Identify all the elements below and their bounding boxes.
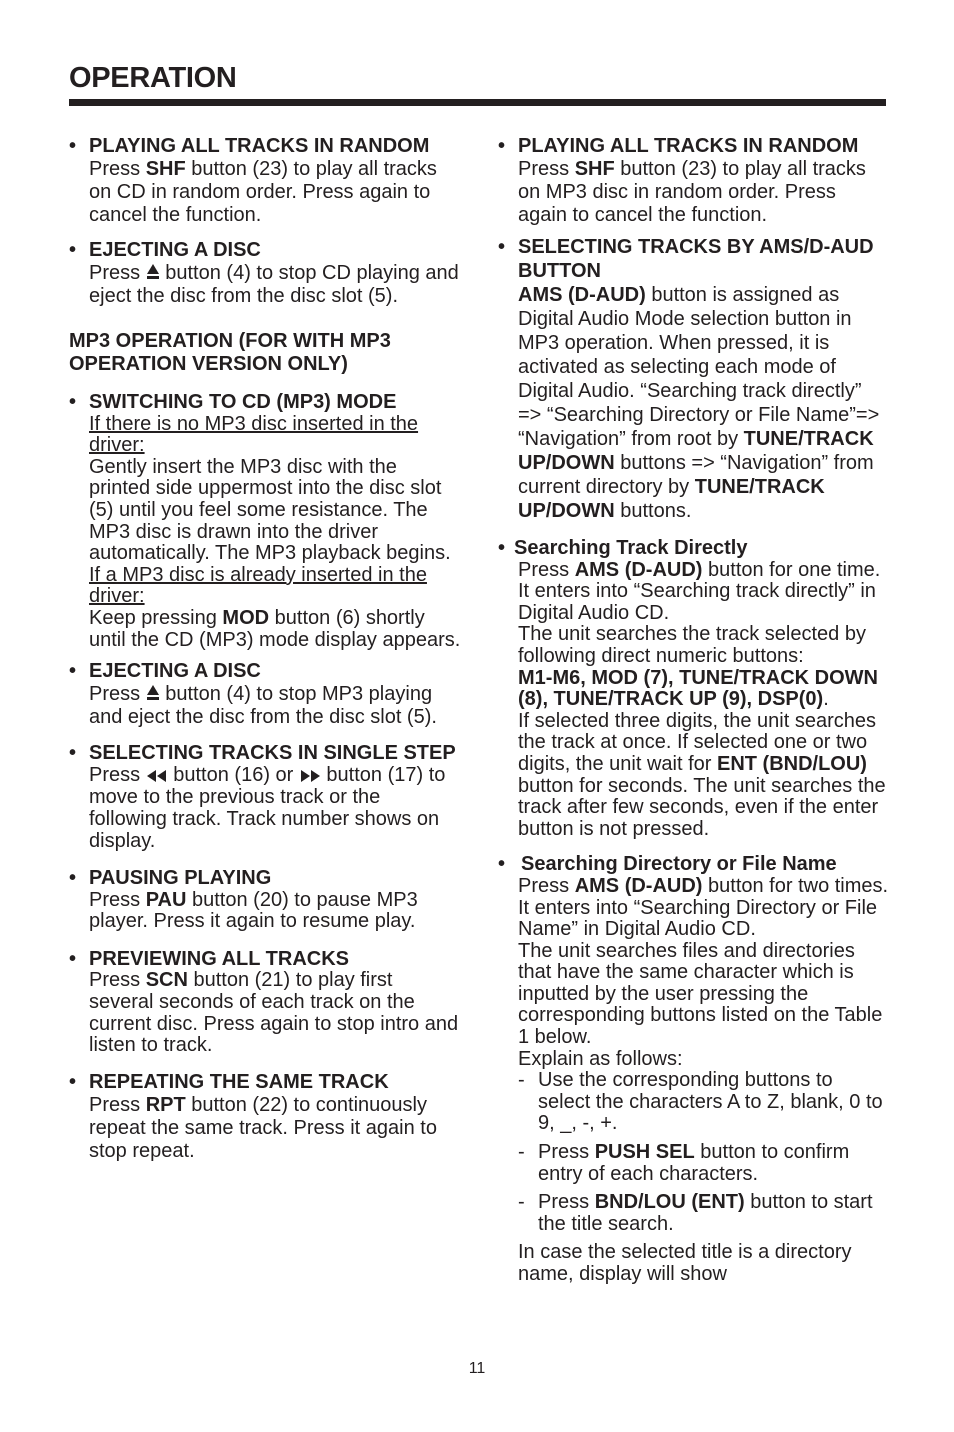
section-heading: REPEATING THE SAME TRACK — [89, 1070, 389, 1093]
list-item: - Press PUSH SEL button to confirm entry of each characters. — [518, 1141, 850, 1185]
bullet: • — [69, 135, 77, 157]
switch-mode-section: • SWITCHING TO CD (MP3) MODE If there is no MP3 disc inserted in the driver: Gently insert the MP3 disc with the printed side uppermost into the disc slot (5) until you feel some resistance. The MP3 disc is drawn into the driver automatically. The MP3 playback begins. If a MP3 disc is already inserted in the driver: Keep pressing MOD button (6) shortly until the CD (MP3) mode display appears. — [69, 391, 461, 651]
section-heading: Searching Track Directly — [514, 537, 748, 559]
section-heading: EJECTING A DISC — [89, 660, 261, 683]
eject-mp3-section: • EJECTING A DISC Press button (4) to stop MP3 playing and eject the disc from the disc slot (5). — [69, 660, 461, 729]
key-label: SCN — [145, 969, 188, 992]
section-heading: PAUSING PLAYING — [89, 867, 272, 890]
list-item: - Press BND/LOU (ENT) button to start the title search. — [518, 1191, 873, 1235]
eject-icon — [147, 685, 159, 701]
page-title: OPERATION — [69, 62, 237, 94]
list-item: - Use the corresponding buttons to select the characters A to Z, blank, 0 to 9, _, -, +. — [518, 1069, 883, 1135]
repeat-section: • REPEATING THE SAME TRACK Press RPT button (22) to continuously repeat the same track. Press it again to stop repeat. — [69, 1071, 461, 1163]
condition-text: If there is no MP3 disc inserted in the driver: — [89, 412, 419, 457]
bullet: • — [498, 853, 506, 876]
section-heading: Searching Directory or File Name — [521, 853, 837, 876]
condition-text: If a MP3 disc is already inserted in the driver: — [89, 563, 427, 608]
paragraph: Gently insert the MP3 disc with the printed side uppermost into the disc slot (5) until you feel some resistance. The MP3 disc is drawn into the driver automatically. The MP3 playback begins. — [89, 455, 451, 565]
key-label: M1-M6, MOD (7), TUNE/TRACK DOWN (8), TUNE/TRACK UP (9), DSP(0) — [518, 666, 878, 711]
paragraph: The unit searches the track selected by following direct numeric buttons: — [518, 623, 866, 667]
random-play-mp3-section: • PLAYING ALL TRACKS IN RANDOM Press SHF button (23) to play all tracks on MP3 disc in random order. Press again to cancel the function. — [498, 135, 890, 227]
key-label: AMS (D-AUD) — [574, 558, 703, 581]
bullet: • — [69, 1070, 77, 1093]
section-heading: EJECTING A DISC — [89, 239, 261, 261]
key-label: TUNE/TRACK UP/DOWN — [518, 476, 825, 522]
key-label: AMS (D-AUD) — [518, 284, 646, 306]
next-track-icon — [300, 766, 320, 788]
left-column — [69, 135, 461, 1163]
section-heading: SWITCHING TO CD (MP3) MODE — [89, 391, 397, 413]
search-directory-section: • Searching Directory or File Name Press AMS (D-AUD) button for two times. It enters into “Searching Directory or File Name” in Digital Audio CD. The unit searches files and directories that have the same character which is inputted by the user pressing the corresponding buttons listed on the Table 1 below. Explain as follows: - Use the corresponding buttons to select the characters A to Z, blank, 0 to 9, _, -, +. - Press PUSH SEL button to confirm entry of each characters. - Press BND/LOU (ENT) button to start the title search. In case the selected title is a directory name, display will show — [498, 853, 889, 1285]
title-rule — [69, 99, 886, 106]
single-step-section: • SELECTING TRACKS IN SINGLE STEP Press button (16) or button (17) to move to the previous track or the following track. Track number shows on display. — [69, 743, 461, 852]
bullet: • — [498, 537, 506, 559]
bullet: • — [69, 239, 77, 261]
key-label: TUNE/TRACK UP/DOWN — [518, 428, 874, 474]
key-label: SHF — [574, 158, 615, 180]
bullet: • — [69, 867, 77, 890]
key-label: AMS (D-AUD) — [574, 874, 703, 897]
section-heading: SELECTING TRACKS BY AMS/D-AUD BUTTON — [518, 236, 874, 282]
section-heading: PLAYING ALL TRACKS IN RANDOM — [89, 135, 430, 157]
bullet: • — [498, 236, 506, 258]
bullet: • — [69, 742, 77, 765]
eject-icon — [147, 264, 159, 280]
right-column — [498, 135, 890, 1286]
section-heading: PLAYING ALL TRACKS IN RANDOM — [518, 135, 859, 157]
bullet: • — [69, 660, 77, 683]
key-label: PAU — [145, 888, 187, 911]
section-heading: SELECTING TRACKS IN SINGLE STEP — [89, 742, 456, 765]
pause-section: • PAUSING PLAYING Press PAU button (20) to pause MP3 player. Press it again to resume play. — [69, 868, 461, 933]
bullet: • — [69, 947, 77, 970]
random-play-section: • PLAYING ALL TRACKS IN RANDOM Press SHF button (23) to play all tracks on CD in random order. Press again to cancel the function. — [69, 135, 461, 227]
key-label: BND/LOU (ENT) — [594, 1191, 745, 1214]
section-heading: PREVIEWING ALL TRACKS — [89, 947, 350, 970]
key-label: PUSH SEL — [594, 1141, 695, 1164]
eject-disc-section: • EJECTING A DISC Press button (4) to stop CD playing and eject the disc from the disc slot (5). — [69, 239, 461, 308]
key-label: MOD — [222, 606, 270, 629]
paragraph: Explain as follows: — [518, 1047, 683, 1070]
preview-section: • PREVIEWING ALL TRACKS Press SCN button (21) to play first several seconds of each track on the current disc. Press again to stop intro and listen to track. — [69, 949, 461, 1057]
paragraph: The unit searches files and directories that have the same character which is inputted by the user pressing the corresponding buttons listed on the Table 1 below. — [518, 939, 883, 1049]
bullet: • — [69, 391, 77, 413]
key-label: SHF — [145, 158, 186, 180]
search-track-directly-section: • Searching Track Directly Press AMS (D-AUD) button for one time. It enters into “Searching track directly” in Digital Audio CD. The unit searches the track selected by following direct numeric buttons: M1-M6, MOD (7), TUNE/TRACK DOWN (8), TUNE/TRACK UP (9), DSP(0). If selected three digits, the unit searches the track at once. If selected one or two digits, the unit wait for ENT (BND/LOU) button for seconds. The unit searches the track after few seconds, even if the enter button is not pressed. — [498, 538, 890, 840]
ams-section: • SELECTING TRACKS BY AMS/D-AUD BUTTON AMS (D-AUD) button is assigned as Digital Audio Mode selection button in MP3 operation. When pressed, it is activated as selecting each mode of Digital Audio. “Searching track directly” => “Searching Directory or File Name”=> “Navigation” from root by TUNE/TRACK UP/DOWN buttons => “Navigation” from current directory by TUNE/TRACK UP/DOWN buttons. — [498, 235, 890, 523]
key-label: ENT (BND/LOU) — [716, 752, 867, 775]
mp3-operation-title: MP3 OPERATION (FOR WITH MP3 OPERATION VERSION ONLY) — [69, 330, 391, 375]
paragraph: In case the selected title is a directory name, display will show — [518, 1241, 852, 1285]
page-number: 11 — [468, 1360, 486, 1377]
previous-track-icon — [147, 766, 167, 788]
key-label: RPT — [145, 1093, 186, 1116]
bullet: • — [498, 135, 506, 157]
